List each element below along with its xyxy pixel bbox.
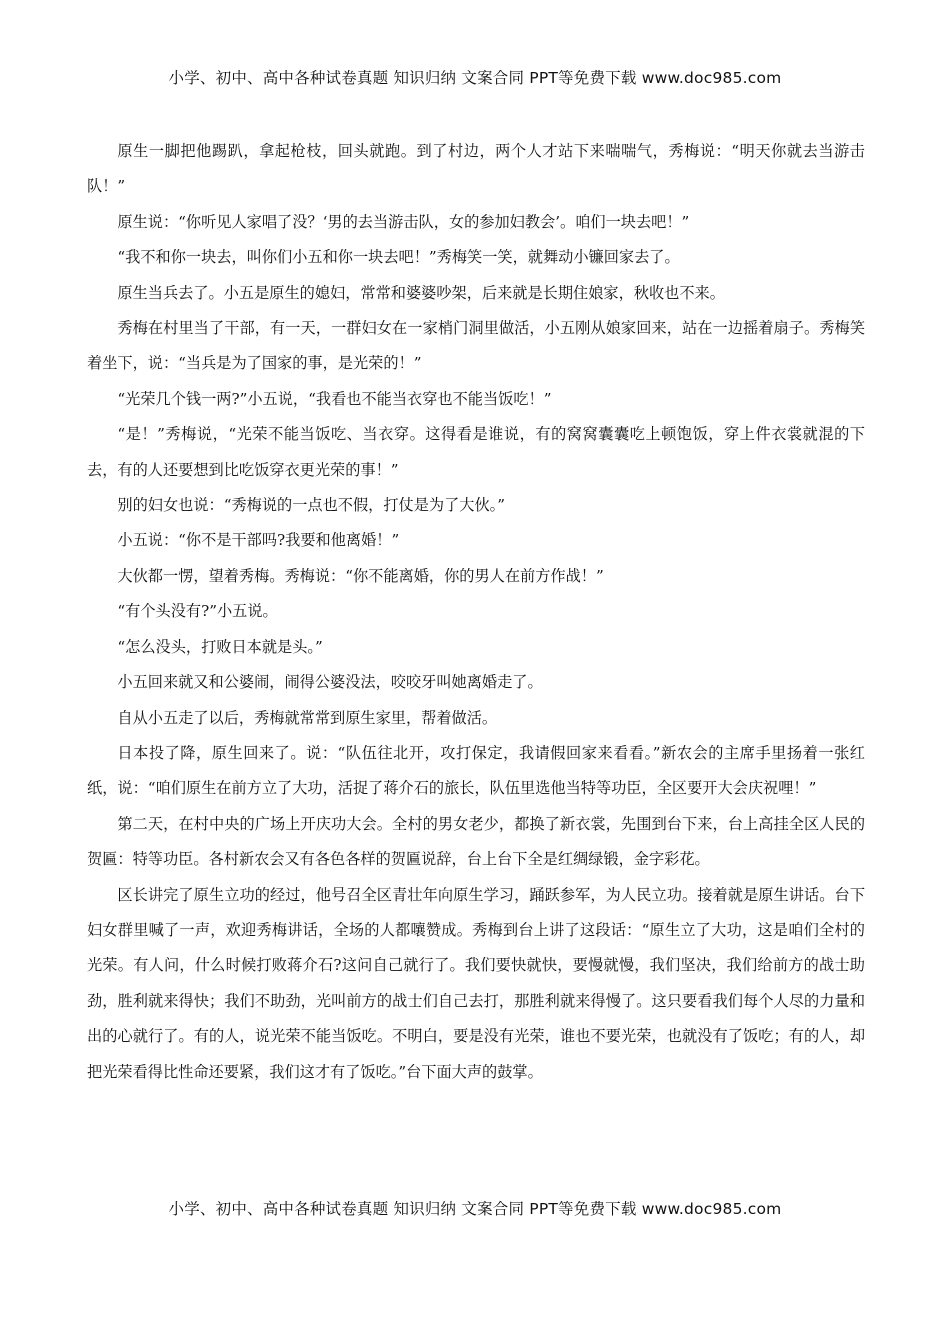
paragraph: “怎么没头，打败日本就是头。” [117,637,323,656]
article-body [87,134,865,1090]
paragraph: 日本投了降，原生回来了。说：“队伍往北开，攻打保定，我请假回家来看看。”新农会的主席手里扬着一张红纸，说：“咱们原生在前方立了大功，活捉了蒋介石的旅长，队伍里选他当特等功臣，全区要开大会庆祝哩！” [87,743,865,798]
header-banner: 小学、初中、高中各种试卷真题 知识归纳 文案合同 PPT等免费下载 www.doc985.com [168,69,782,87]
paragraph: 小五说：“你不是干部吗?我要和他离婚！” [117,531,400,550]
paragraph: 第二天，在村中央的广场上开庆功大会。全村的男女老少，都换了新衣裳，先围到台下来，台上高挂全区人民的贺匾：特等功臣。各村新农会又有各色各样的贺匾说辞，台上台下全是红绸绿锻，金字彩花。 [87,814,865,869]
paragraph: 原生一脚把他踢趴，拿起枪枝，回头就跑。到了村边，两个人才站下来喘喘气，秀梅说：“明天你就去当游击队！” [87,142,865,196]
paragraph: 原生说：“你听见人家唱了没？‘男的去当游击队，女的参加妇教会’。咱们一块去吧！” [117,212,690,231]
paragraph: 原生当兵去了。小五是原生的媳妇，常常和婆婆吵架，后来就是长期住娘家，秋收也不来。 [117,283,725,302]
paragraph: 区长讲完了原生立功的经过，他号召全区青壮年向原生学习，踊跃参军，为人民立功。接着就是原生讲话。台下妇女群里喊了一声，欢迎秀梅讲话，全场的人都嚷赞成。秀梅到台上讲了这段话：“原生立了大功，这是咱们全村的光荣。有人问，什么时候打败蒋介石?这问自己就行了。我们要快就快，要慢就慢，我们坚决，我们给前方的战士助劲，胜利就来得快；我们不助劲，光叫前方的战士们自己去打，那胜利就来得慢了。这只要看我们每个人尽的力量和出的心就行了。有的人，说光荣不能当饭吃。不明白，要是没有光荣，谁也不要光荣，也就没有了饭吃；有的人，却把光荣看得比性命还要紧，我们这才有了饭吃。”台下面大声的鼓掌。 [87,885,865,1081]
paragraph: “光荣几个钱一两?”小五说，“我看也不能当衣穿也不能当饭吃！” [117,389,552,408]
paragraph: 自从小五走了以后，秀梅就常常到原生家里，帮着做活。 [117,708,498,727]
paragraph: “是！”秀梅说，“光荣不能当饭吃、当衣穿。这得看是谁说，有的窝窝囊囊吃上顿饱饭，穿上件衣裳就混的下去，有的人还要想到比吃饭穿衣更光荣的事！” [87,425,865,479]
paragraph: 大伙都一愣，望着秀梅。秀梅说：“你不能离婚，你的男人在前方作战！” [117,566,604,585]
paragraph: 别的妇女也说：“秀梅说的一点也不假，打仗是为了大伙。” [117,496,506,515]
paragraph: “有个头没有?”小五说。 [117,602,278,621]
footer-banner: 小学、初中、高中各种试卷真题 知识归纳 文案合同 PPT等免费下载 www.doc985.com [168,1200,782,1218]
paragraph: “我不和你一块去，叫你们小五和你一块去吧！”秀梅笑一笑，就舞动小镰回家去了。 [117,248,680,267]
paragraph: 秀梅在村里当了干部，有一天，一群妇女在一家梢门洞里做活，小五刚从娘家回来，站在一边摇着扇子。秀梅笑着坐下，说：“当兵是为了国家的事，是光荣的！” [87,319,865,373]
paragraph: 小五回来就又和公婆闹，闹得公婆没法，咬咬牙叫她离婚走了。 [117,673,543,692]
